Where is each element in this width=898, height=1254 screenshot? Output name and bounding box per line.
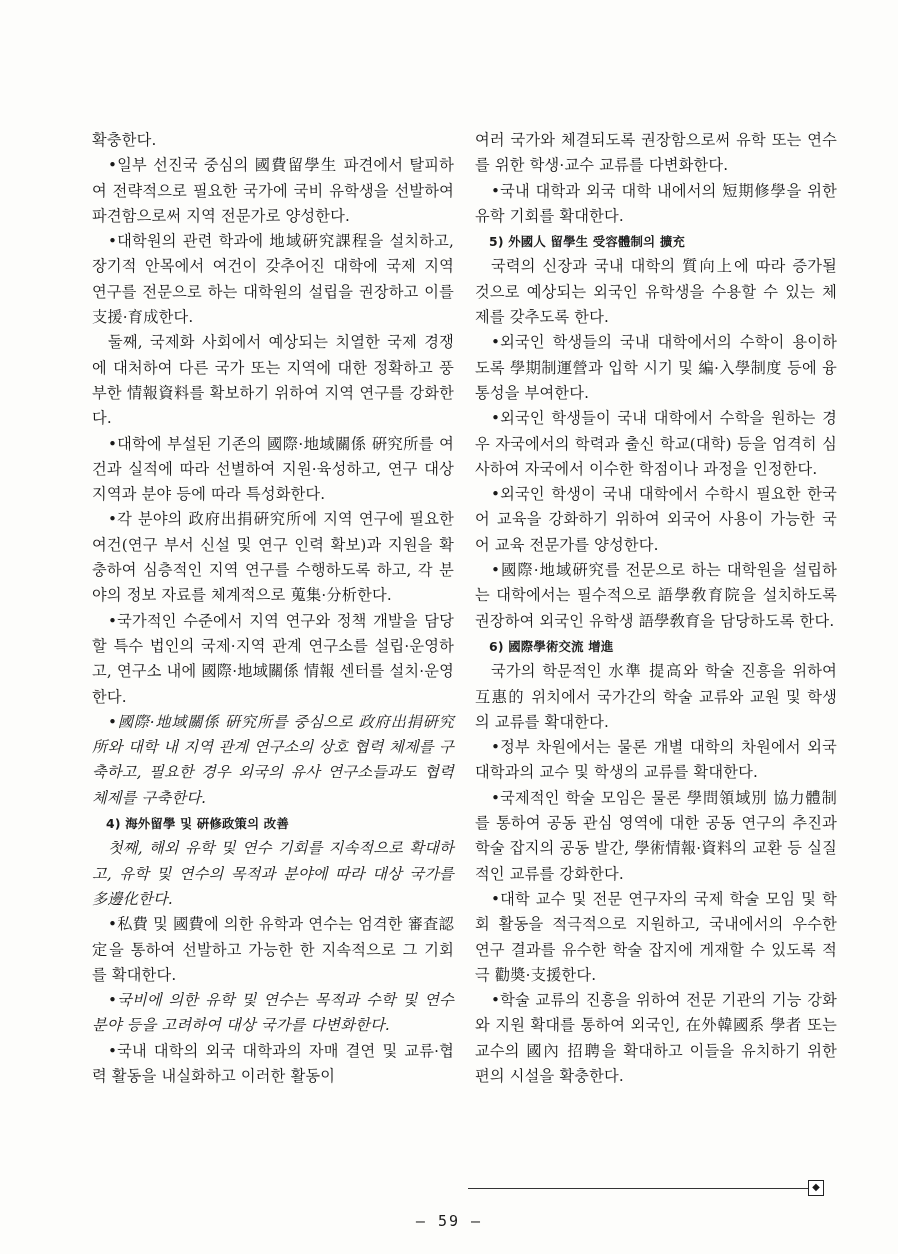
section-heading: 5) 外國人 留學生 受容體制의 擴充	[489, 234, 685, 250]
paragraph: •국내 대학의 외국 대학과의 자매 결연 및 교류·협력 활동을 내실화하고 이러한 활동이	[92, 1041, 454, 1085]
paragraph: 첫째, 해외 유학 및 연수 기회를 지속적으로 확대하고, 유학 및 연수의 목적과 분야에 따라 대상 국가를 多邊化한다.	[92, 839, 454, 908]
right-column	[475, 128, 837, 1089]
section-heading: 6) 國際學術交流 增進	[489, 638, 614, 654]
paragraph: •국비에 의한 유학 및 연수는 목적과 수학 및 연수 분야 등을 고려하여 대상 국가를 다변화한다.	[92, 991, 454, 1035]
footer-rule	[468, 1188, 808, 1189]
paragraph: •국제적인 학술 모임은 물론 學問領域別 協力體制를 통하여 공동 관심 영역에 대한 공동 연구의 추진과 학술 잡지의 공동 발간, 學術情報·資料의 교환 등 실질적인 교류를 강화한다.	[475, 788, 837, 883]
paragraph: •외국인 학생들의 국내 대학에서의 수학이 용이하도록 學期制運營과 입학 시기 및 編·入學制度 등에 융통성을 부여한다.	[475, 333, 837, 402]
paragraph: •국내 대학과 외국 대학 내에서의 短期修學을 위한 유학 기회를 확대한다.	[475, 181, 837, 225]
paragraph: 둘째, 국제화 사회에서 예상되는 치열한 국제 경쟁에 대처하여 다른 국가 또는 지역에 대한 정확하고 풍부한 情報資料를 확보하기 위하여 지역 연구를 강화한다.	[92, 333, 454, 428]
paragraph: •일부 선진국 중심의 國費留學生 파견에서 탈피하여 전략적으로 필요한 국가에 국비 유학생을 선발하여 파견함으로써 지역 전문가로 양성한다.	[92, 156, 454, 225]
paragraph: 국가의 학문적인 水準 提高와 학술 진흥을 위하여 互惠的 위치에서 국가간의 학술 교류와 교원 및 학생의 교류를 확대한다.	[475, 662, 837, 731]
paragraph: •각 분야의 政府出捐硏究所에 지역 연구에 필요한 여건(연구 부서 신설 및 연구 인력 확보)과 지원을 확충하여 심층적인 지역 연구를 수행하도록 하고, 각 분야의 정보 자료를 체계적으로 蒐集·分析한다.	[92, 510, 454, 605]
paragraph: •대학 교수 및 전문 연구자의 국제 학술 모임 및 학회 활동을 적극적으로 지원하고, 국내에서의 우수한 연구 결과를 유수한 학술 잡지에 게재할 수 있도록 적극 勸奬·支援한다.	[475, 889, 837, 984]
paragraph: •國際·地域硏究를 전문으로 하는 대학원을 설립하는 대학에서는 필수적으로 語學敎育院을 설치하도록 권장하여 외국인 유학생 語學敎育을 담당하도록 한다.	[475, 561, 837, 630]
paragraph: •私費 및 國費에 의한 유학과 연수는 엄격한 審査認定을 통하여 선발하고 가능한 한 지속적으로 그 기회를 확대한다.	[92, 915, 454, 984]
section-heading: 4) 海外留學 및 硏修政策의 改善	[106, 816, 289, 832]
paragraph: 국력의 신장과 국내 대학의 質向上에 따라 증가될 것으로 예상되는 외국인 유학생을 수용할 수 있는 체제를 갖추도록 한다.	[475, 257, 837, 327]
left-column	[92, 128, 454, 1089]
paragraph: 확충한다.	[92, 131, 157, 149]
paragraph: •대학원의 관련 학과에 地域硏究課程을 설치하고, 장기적 안목에서 여건이 갖추어진 대학에 국제 지역 연구를 전문으로 하는 대학원의 설립을 권장하고 이를 支援·育成한다.	[92, 232, 454, 327]
page-number: — 59 —	[415, 1212, 483, 1230]
paragraph: •학술 교류의 진흥을 위하여 전문 기관의 기능 강화와 지원 확대를 통하여 외국인, 在外韓國系 學者 또는 교수의 國內 招聘을 확대하고 이들을 유치하기 위한 편의 시설을 확충한다.	[475, 991, 837, 1085]
paragraph: •國際·地域關係 硏究所를 중심으로 政府出捐硏究所와 대학 내 지역 관계 연구소의 상호 협력 체제를 구축하고, 필요한 경우 외국의 유사 연구소들과도 협력 체제를 구축한다.	[92, 712, 454, 807]
paragraph: 여러 국가와 체결되도록 권장함으로써 유학 또는 연수를 위한 학생·교수 교류를 다변화한다.	[475, 131, 837, 175]
paragraph: •국가적인 수준에서 지역 연구와 정책 개발을 담당할 특수 법인의 국제·지역 관계 연구소를 설립·운영하고, 연구소 내에 國際·地域關係 情報 센터를 설치·운영한다.	[92, 611, 454, 706]
paragraph: •외국인 학생들이 국내 대학에서 수학을 원하는 경우 자국에서의 학력과 출신 학교(대학) 등을 엄격히 심사하여 자국에서 이수한 학점이나 과정을 인정한다.	[475, 409, 837, 478]
paragraph: •외국인 학생이 국내 대학에서 수학시 필요한 한국어 교육을 강화하기 위하여 외국어 사용이 가능한 국어 교육 전문가를 양성한다.	[475, 485, 837, 554]
paragraph: •대학에 부설된 기존의 國際·地域關係 硏究所를 여건과 실적에 따라 선별하여 지원·육성하고, 연구 대상 지역과 분야 등에 따라 특성화한다.	[92, 434, 454, 504]
diamond-ornament-icon: ◆	[808, 1180, 824, 1196]
paragraph: •정부 차원에서는 물론 개별 대학의 차원에서 외국 대학과의 교수 및 학생의 교류를 확대한다.	[475, 738, 837, 782]
